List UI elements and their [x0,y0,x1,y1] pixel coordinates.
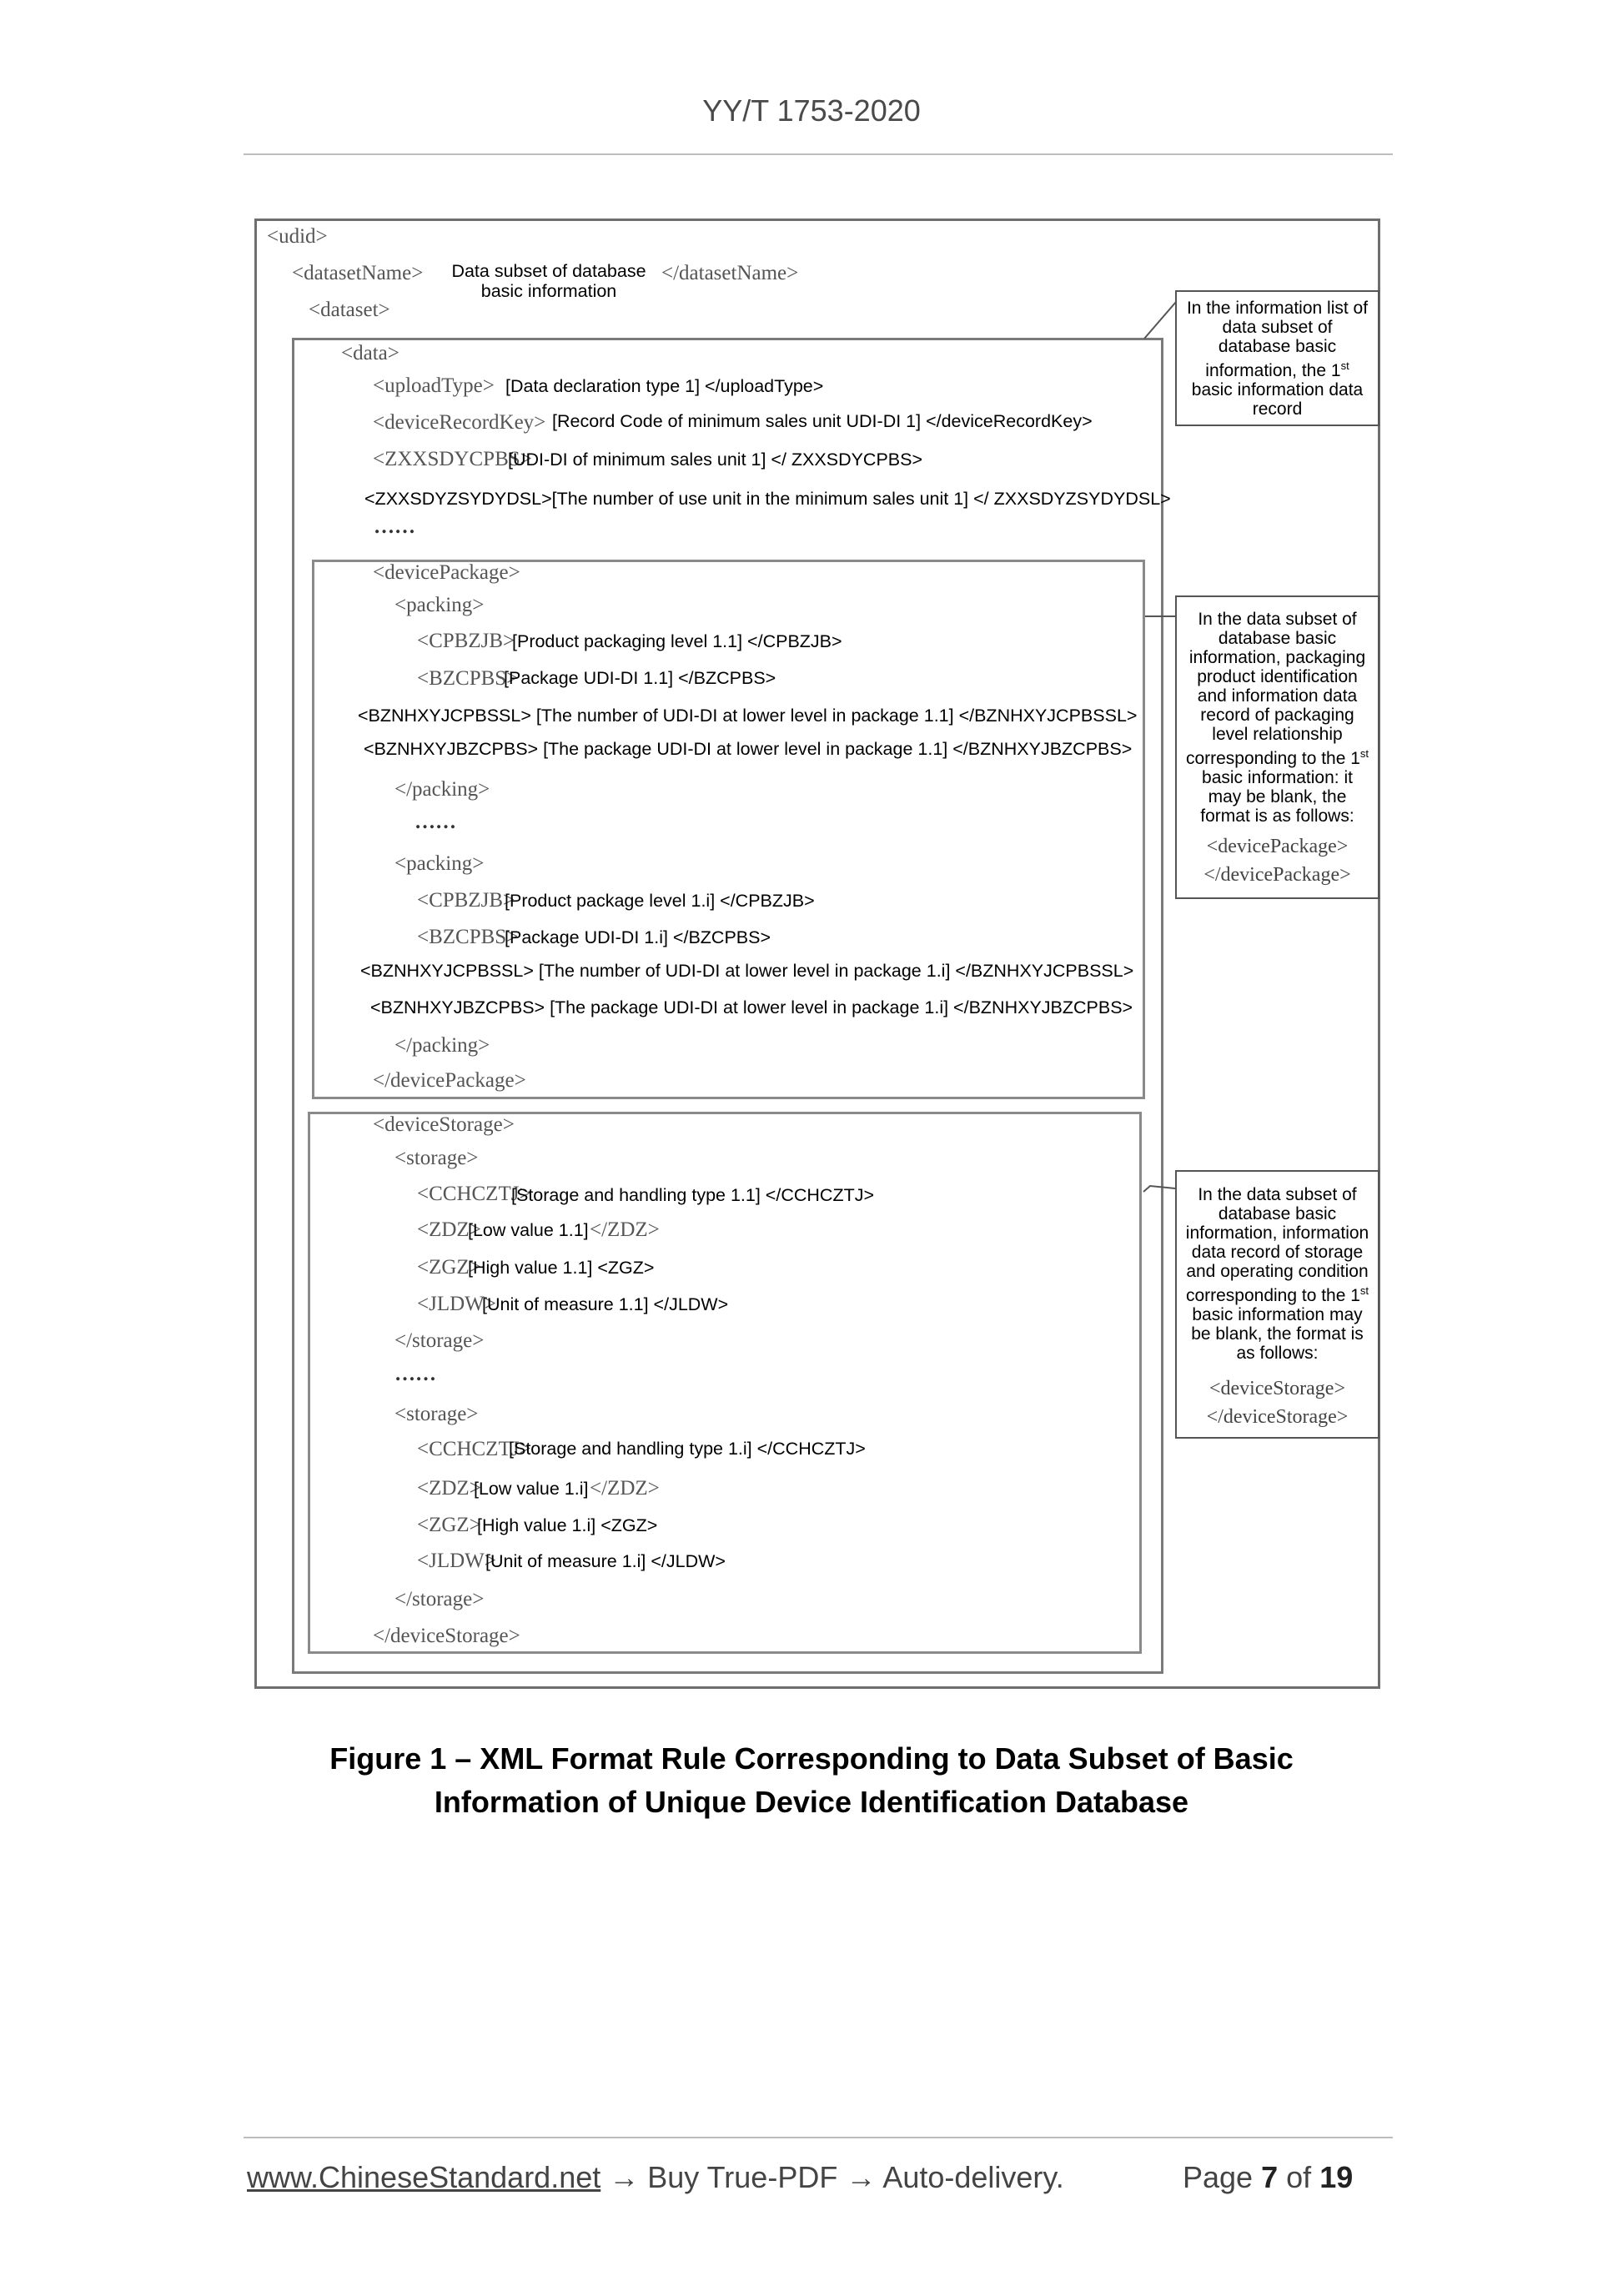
dataset-name-line2: basic information [480,281,617,301]
bzcpbs-tag-1: <BZCPBS> [417,667,519,690]
bzcpbs-tag-2: <BZCPBS> [417,926,519,948]
storage-open-tag-2: <storage> [394,1403,479,1425]
label-1-line [1177,356,1378,380]
connector-1 [1143,300,1188,340]
dataset-tag: <dataset> [309,299,390,321]
ordinal-suffix: st [1359,1284,1369,1297]
label-3-line: and operating condition [1186,1262,1369,1281]
label-3-line: basic information may [1192,1305,1363,1324]
connector-2 [1145,615,1175,617]
label-box-2 [1175,595,1379,899]
data-tag: <data> [341,342,399,364]
figure-caption-line1: Figure 1 – XML Format Rule Corresponding to Data Subset of Basic [329,1741,1294,1776]
page-number: 7 [1261,2160,1279,2194]
device-record-key-text: [Record Code of minimum sales unit UDI-DI 1] </deviceRecordKey> [552,411,1093,431]
cchcztj-tag-1: <CCHCZTJ> [417,1183,531,1205]
zdz-text-1: [Low value 1.1] [468,1220,589,1240]
device-storage-close-tag: </deviceStorage> [373,1625,520,1647]
bznhxyjcpbssl-text-1: <BZNHXYJCPBSSL> [The number of UDI-DI at lower level in package 1.1] </BZNHXYJCPBSSL> [358,706,1138,726]
dataset-name-line1: Data subset of database [451,261,646,281]
packing-open-tag-2: <packing> [394,852,485,875]
label-3-line [1177,1281,1378,1305]
label-1-line-text: information, the 1 [1205,361,1341,380]
jldw-tag-2: <JLDW> [417,1550,496,1572]
label-2-text [1177,597,1378,826]
label-2-line: basic information: it [1202,768,1353,787]
udid-tag: <udid> [267,225,328,248]
cpbzjb-text-2: [Product package level 1.i] </CPBZJB> [505,891,815,911]
connector-1-line [1143,300,1188,340]
ellipsis-1: …… [374,515,415,538]
label-3-line: In the data subset of [1198,1185,1357,1204]
label-3-line: as follows: [1236,1344,1319,1363]
footer-promo [247,2160,1064,2195]
label-1-line: record [1252,399,1303,419]
chinese-standard-link[interactable]: www.ChineseStandard.net [247,2160,601,2194]
of-word: of [1286,2160,1312,2194]
page-indicator [1183,2160,1353,2195]
label-3-tag: <deviceStorage> [1208,1378,1345,1399]
label-3-line: database basic [1218,1204,1337,1223]
document-code-header: YY/T 1753-2020 [702,93,921,128]
label-1-text [1177,292,1378,419]
label-2-line: product identification [1197,667,1358,686]
label-1-line: database basic [1218,337,1337,356]
label-3-line-text: corresponding to the 1 [1185,1286,1360,1305]
footer-rule [244,2137,1393,2138]
label-box-3 [1175,1170,1379,1439]
label-box-1 [1175,290,1379,426]
label-3-text [1177,1172,1378,1363]
bzcpbs-text-1: [Package UDI-DI 1.1] </BZCPBS> [504,668,776,688]
zgz-text-1: [High value 1.1] <ZGZ> [468,1258,655,1278]
dataset-name-open-tag: <datasetName> [292,262,424,284]
footer-promo-text: → Buy True-PDF → Auto-delivery. [600,2160,1064,2194]
zxxsdyzsydydsl-text: <ZXXSDYZSYDYDSL>[The number of use unit in the minimum sales unit 1] </ ZXXSDYZSYDYDSL> [364,489,1171,509]
packing-close-tag-2: </packing> [394,1034,490,1057]
label-2-line-text: corresponding to the 1 [1185,749,1360,768]
storage-open-tag-1: <storage> [394,1147,479,1169]
zgz-tag-2: <ZGZ> [417,1514,481,1536]
label-2-line: may be blank, the [1208,787,1347,806]
ellipsis-2: …… [415,811,456,833]
jldw-text-1: [Unit of measure 1.1] </JLDW> [482,1294,729,1314]
cchcztj-text-1: [Storage and handling type 1.1] </CCHCZTJ> [511,1185,875,1205]
jldw-text-2: [Unit of measure 1.i] </JLDW> [485,1551,726,1571]
jldw-tag-1: <JLDW> [417,1293,496,1315]
bznhxyjbzcpbs-text-2: <BZNHXYJBZCPBS> [The package UDI-DI at lower level in package 1.i] </BZNHXYJBZCPBS> [370,997,1133,1017]
cchcztj-tag-2: <CCHCZTJ> [417,1438,531,1460]
header-rule [244,153,1393,155]
zxxsdycpbs-text: [UDI-DI of minimum sales unit 1] </ ZXXSDYCPBS> [508,450,923,470]
upload-type-text: [Data declaration type 1] </uploadType> [505,376,824,396]
storage-close-tag-2: </storage> [394,1588,485,1610]
packing-close-tag-1: </packing> [394,778,490,801]
packing-open-tag-1: <packing> [394,594,485,616]
dataset-name-close-tag: </datasetName> [661,262,799,284]
page-word: Page [1183,2160,1254,2194]
dataset-name-value [449,261,649,301]
bznhxyjcpbssl-text-2: <BZNHXYJCPBSSL> [The number of UDI-DI at lower level in package 1.i] </BZNHXYJCPBSSL> [360,961,1134,981]
bzcpbs-text-2: [Package UDI-DI 1.i] </BZCPBS> [505,927,771,947]
label-2-line: and information data [1197,686,1358,706]
label-2-line: format is as follows: [1200,806,1354,826]
cpbzjb-tag-1: <CPBZJB> [417,630,515,652]
zdz-text-2: [Low value 1.i] [474,1479,589,1499]
figure-caption-line2: Information of Unique Device Identification Database [434,1785,1189,1819]
label-2-tag: <devicePackage> [1206,836,1349,857]
ordinal-suffix: st [1340,359,1349,372]
zdz-close-tag-2: </ZDZ> [590,1477,660,1500]
device-storage-open-tag: <deviceStorage> [373,1113,515,1136]
device-package-open-tag: <devicePackage> [373,561,520,584]
label-2-line: level relationship [1212,725,1343,744]
label-2-line: record of packaging [1200,706,1354,725]
cpbzjb-tag-2: <CPBZJB> [417,889,515,912]
label-3-tags [1177,1374,1378,1431]
zgz-text-2: [High value 1.i] <ZGZ> [477,1515,658,1535]
label-2-tags [1177,832,1378,889]
label-1-line: basic information data [1191,380,1364,399]
zdz-close-tag-1: </ZDZ> [590,1218,660,1241]
figure-caption [0,1737,1623,1824]
label-2-line: database basic [1218,629,1337,648]
label-2-tag: </devicePackage> [1203,864,1351,886]
ellipsis-3: …… [394,1363,436,1385]
label-2-line: In the data subset of [1198,610,1357,629]
label-2-line: information, packaging [1188,648,1366,667]
connector-3-line [1142,1183,1177,1193]
storage-close-tag-1: </storage> [394,1329,485,1352]
label-3-line: information, information [1185,1223,1369,1243]
label-3-line: be blank, the format is [1191,1324,1364,1344]
bznhxyjbzcpbs-text-1: <BZNHXYJBZCPBS> [The package UDI-DI at lower level in package 1.1] </BZNHXYJBZCPBS> [364,739,1133,759]
device-package-close-tag: </devicePackage> [373,1069,526,1092]
cpbzjb-text-1: [Product packaging level 1.1] </CPBZJB> [512,631,842,651]
zxxsdycpbs-tag: <ZXXSDYCPBS> [373,448,532,470]
label-1-line: In the information list of [1186,299,1369,318]
connector-3 [1142,1183,1177,1193]
zgz-tag-1: <ZGZ> [417,1256,481,1279]
label-1-line: data subset of [1222,318,1333,337]
zdz-tag-2: <ZDZ> [417,1477,481,1500]
ordinal-suffix: st [1359,747,1369,760]
cchcztj-text-2: [Storage and handling type 1.i] </CCHCZTJ> [509,1439,866,1459]
zdz-tag-1: <ZDZ> [417,1218,481,1241]
label-2-line [1177,744,1378,768]
label-3-tag: </deviceStorage> [1206,1406,1349,1428]
label-3-line: data record of storage [1191,1243,1364,1262]
page-total: 19 [1319,2160,1354,2194]
device-record-key-tag: <deviceRecordKey> [373,411,546,434]
upload-type-tag: <uploadType> [373,374,495,397]
